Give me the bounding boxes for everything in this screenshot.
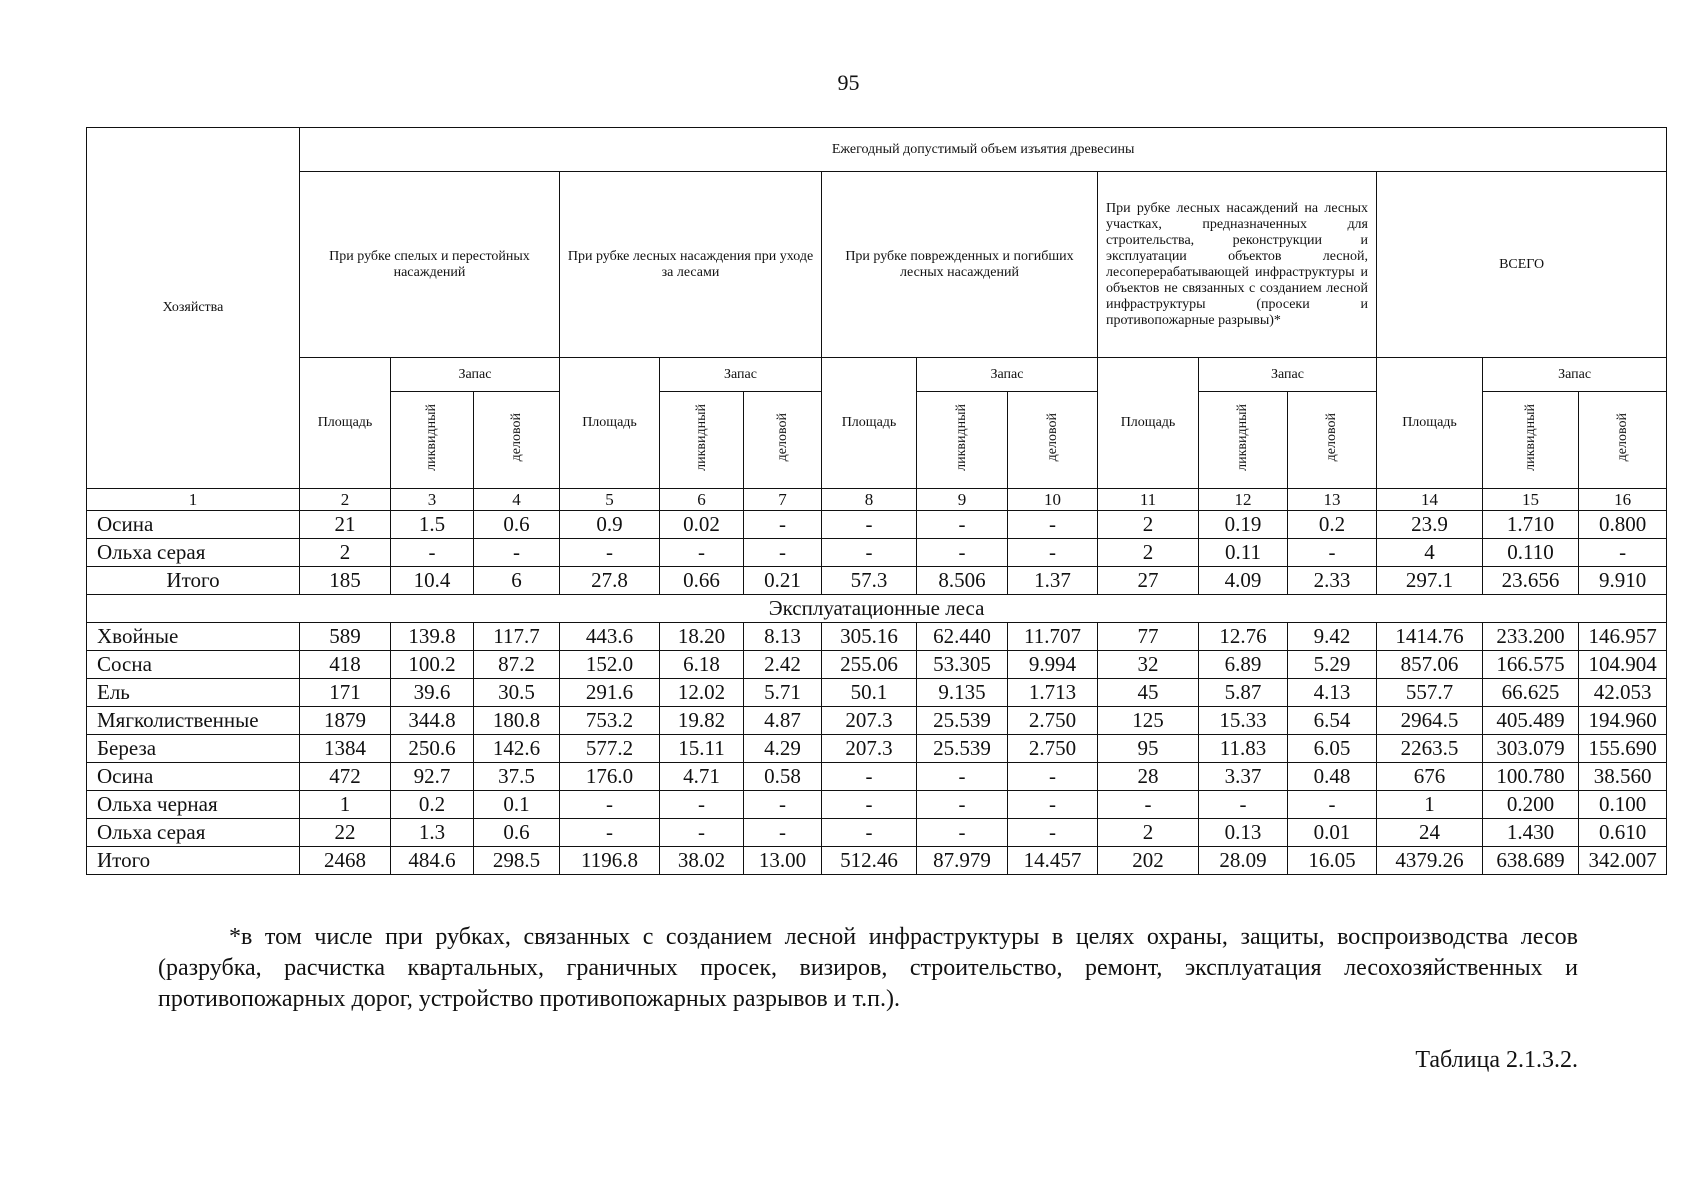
table-cell: 305.16 (822, 623, 917, 651)
table-cell: - (1579, 539, 1667, 567)
table-cell: 0.800 (1579, 511, 1667, 539)
table-cell: 6.54 (1288, 707, 1377, 735)
row-name-cell: Береза (87, 735, 300, 763)
table-cell: 100.2 (391, 651, 474, 679)
table-cell: - (917, 819, 1008, 847)
table-cell: - (660, 819, 744, 847)
table-row (87, 791, 1667, 819)
table-cell: - (560, 819, 660, 847)
table-cell: 87.979 (917, 847, 1008, 875)
column-number-cell: 16 (1579, 489, 1667, 511)
header-area: Площадь (822, 358, 917, 489)
table-cell: 1 (1377, 791, 1483, 819)
table-cell: 2 (1098, 511, 1199, 539)
section-title: Эксплуатационные леса (87, 595, 1667, 623)
table-cell: 25.539 (917, 735, 1008, 763)
table-cell: 21 (300, 511, 391, 539)
table-cell: - (744, 539, 822, 567)
table-cell: 5.71 (744, 679, 822, 707)
header-liquid: ликвидный (424, 404, 439, 471)
table-cell: 589 (300, 623, 391, 651)
table-cell: 0.11 (1199, 539, 1288, 567)
column-number-cell: 8 (822, 489, 917, 511)
table-cell: 342.007 (1579, 847, 1667, 875)
table-cell: - (660, 791, 744, 819)
table-cell: 125 (1098, 707, 1199, 735)
table-cell: 6 (474, 567, 560, 595)
table-cell: 18.20 (660, 623, 744, 651)
table-row (87, 651, 1667, 679)
table-cell: 92.7 (391, 763, 474, 791)
table-cell: - (917, 791, 1008, 819)
table-cell: 0.66 (660, 567, 744, 595)
header-commercial: деловой (774, 413, 790, 462)
table-cell: 12.02 (660, 679, 744, 707)
table-cell: 753.2 (560, 707, 660, 735)
table-cell: 152.0 (560, 651, 660, 679)
table-cell: - (560, 791, 660, 819)
table-cell: - (660, 539, 744, 567)
table-cell: 9.910 (1579, 567, 1667, 595)
table-cell: 233.200 (1483, 623, 1579, 651)
column-number-cell: 7 (744, 489, 822, 511)
header-group-damaged: При рубке поврежденных и погибших лесных насаждений (822, 172, 1098, 358)
table-cell: - (1008, 819, 1098, 847)
table-cell: 4.09 (1199, 567, 1288, 595)
header-liquid: ликвидный (1522, 404, 1538, 471)
header-group-mature: При рубке спелых и перестойных насаждений (300, 172, 560, 358)
row-name-cell: Итого (87, 567, 300, 595)
table-cell: 4.13 (1288, 679, 1377, 707)
table-cell: - (1008, 763, 1098, 791)
table-cell: 37.5 (474, 763, 560, 791)
table-cell: 13.00 (744, 847, 822, 875)
table-cell: - (822, 819, 917, 847)
table-cell: 0.6 (474, 511, 560, 539)
table-cell: 4379.26 (1377, 847, 1483, 875)
table-cell: 2 (1098, 819, 1199, 847)
table-row (87, 511, 1667, 539)
table-cell: 1414.76 (1377, 623, 1483, 651)
column-number-cell: 1 (87, 489, 300, 511)
header-commercial: деловой (1044, 413, 1060, 462)
table-cell: 4 (1377, 539, 1483, 567)
table-cell: 25.539 (917, 707, 1008, 735)
table-row (87, 623, 1667, 651)
table-cell: 9.994 (1008, 651, 1098, 679)
row-name-cell: Ольха серая (87, 539, 300, 567)
table-cell: - (917, 763, 1008, 791)
table-cell: 6.18 (660, 651, 744, 679)
table-cell: 255.06 (822, 651, 917, 679)
table-cell: 2.42 (744, 651, 822, 679)
table-cell: 344.8 (391, 707, 474, 735)
table-caption: Таблица 2.1.3.2. (1415, 1047, 1578, 1073)
table-cell: 77 (1098, 623, 1199, 651)
table-cell: 146.957 (1579, 623, 1667, 651)
table-cell: 1.713 (1008, 679, 1098, 707)
table-row (87, 819, 1667, 847)
table-cell: 1.3 (391, 819, 474, 847)
table-cell: 8.506 (917, 567, 1008, 595)
table-cell: 1.37 (1008, 567, 1098, 595)
table-cell: 185 (300, 567, 391, 595)
table-cell: 66.625 (1483, 679, 1579, 707)
table-cell: 0.200 (1483, 791, 1579, 819)
table-cell: 484.6 (391, 847, 474, 875)
table-row (87, 539, 1667, 567)
column-number-cell: 2 (300, 489, 391, 511)
table-cell: 27.8 (560, 567, 660, 595)
table-cell: 2.33 (1288, 567, 1377, 595)
table-cell: 512.46 (822, 847, 917, 875)
table-cell: 139.8 (391, 623, 474, 651)
table-cell: 24 (1377, 819, 1483, 847)
table-cell: - (1008, 791, 1098, 819)
table-cell: 418 (300, 651, 391, 679)
table-cell: 11.707 (1008, 623, 1098, 651)
footnote: *в том числе при рубках, связанных с созданием лесной инфраструктуры в целях охраны, защиты, воспроизводства лесов (разрубка, расчистка квартальных, граничных просек, визиров, строительство, ремонт, эксплуатация лесохозяйственных и противопожарных дорог, устройство противопожарных разрывов и т.п.). (158, 924, 1578, 1012)
table-cell: 0.9 (560, 511, 660, 539)
table-cell: 171 (300, 679, 391, 707)
table-cell: 15.11 (660, 735, 744, 763)
table-cell: 32 (1098, 651, 1199, 679)
table-cell: 4.87 (744, 707, 822, 735)
table-cell: 104.904 (1579, 651, 1667, 679)
table-cell: 87.2 (474, 651, 560, 679)
row-name-cell: Сосна (87, 651, 300, 679)
row-name-cell: Итого (87, 847, 300, 875)
header-farms: Хозяйства (87, 128, 300, 489)
table-cell: - (1199, 791, 1288, 819)
header-commercial: деловой (1614, 413, 1630, 462)
table-cell: 0.19 (1199, 511, 1288, 539)
table-row (87, 763, 1667, 791)
header-liquid: ликвидный (693, 404, 709, 471)
table-cell: 0.13 (1199, 819, 1288, 847)
table-cell: - (744, 819, 822, 847)
table-cell: 6.05 (1288, 735, 1377, 763)
header-commercial: деловой (1324, 413, 1339, 462)
header-stock: Запас (917, 358, 1098, 392)
column-number-cell: 10 (1008, 489, 1098, 511)
header-area: Площадь (1098, 358, 1199, 489)
header-liquid: ликвидный (954, 404, 969, 471)
table-cell: 0.21 (744, 567, 822, 595)
table-cell: 6.89 (1199, 651, 1288, 679)
table-cell: 4.29 (744, 735, 822, 763)
table-cell: 207.3 (822, 707, 917, 735)
table-cell: - (822, 511, 917, 539)
table-cell: 2964.5 (1377, 707, 1483, 735)
table-cell: 2 (300, 539, 391, 567)
column-number-cell: 14 (1377, 489, 1483, 511)
page-number: 95 (837, 70, 860, 95)
table-cell: 0.6 (474, 819, 560, 847)
table-cell: 405.489 (1483, 707, 1579, 735)
table-cell: 0.48 (1288, 763, 1377, 791)
table-cell: 676 (1377, 763, 1483, 791)
table-cell: 117.7 (474, 623, 560, 651)
table-cell: - (474, 539, 560, 567)
table-cell: 38.02 (660, 847, 744, 875)
table-cell: 100.780 (1483, 763, 1579, 791)
column-number-cell: 3 (391, 489, 474, 511)
table-row (87, 847, 1667, 875)
table-cell: - (560, 539, 660, 567)
table-cell: 0.610 (1579, 819, 1667, 847)
table-cell: 297.1 (1377, 567, 1483, 595)
table-cell: - (822, 539, 917, 567)
table-cell: 0.02 (660, 511, 744, 539)
table-cell: 1.5 (391, 511, 474, 539)
table-cell: 10.4 (391, 567, 474, 595)
table-cell: 42.053 (1579, 679, 1667, 707)
forest-harvest-table (86, 127, 1667, 875)
table-cell: - (917, 511, 1008, 539)
column-number-cell: 12 (1199, 489, 1288, 511)
column-number-cell: 4 (474, 489, 560, 511)
header-group-thinning: При рубке лесных насаждения при уходе за лесами (560, 172, 822, 358)
table-row (87, 707, 1667, 735)
table-cell: 202 (1098, 847, 1199, 875)
table-cell: 14.457 (1008, 847, 1098, 875)
table-cell: - (744, 511, 822, 539)
table-cell: 28 (1098, 763, 1199, 791)
table-cell: 577.2 (560, 735, 660, 763)
table-cell: 303.079 (1483, 735, 1579, 763)
table-cell: - (1098, 791, 1199, 819)
table-cell: 0.01 (1288, 819, 1377, 847)
row-name-cell: Ель (87, 679, 300, 707)
table-cell: 38.560 (1579, 763, 1667, 791)
table-body (87, 489, 1667, 875)
table-cell: 1384 (300, 735, 391, 763)
table-cell: - (1288, 539, 1377, 567)
table-cell: 298.5 (474, 847, 560, 875)
table-cell: 443.6 (560, 623, 660, 651)
table-cell: 472 (300, 763, 391, 791)
table-cell: 5.87 (1199, 679, 1288, 707)
row-name-cell: Осина (87, 511, 300, 539)
header-stock: Запас (1483, 358, 1667, 392)
table-cell: 291.6 (560, 679, 660, 707)
table-cell: 0.110 (1483, 539, 1579, 567)
table-cell: 0.100 (1579, 791, 1667, 819)
table-cell: 2 (1098, 539, 1199, 567)
table-cell: 0.2 (1288, 511, 1377, 539)
table-cell: 857.06 (1377, 651, 1483, 679)
table-cell: 28.09 (1199, 847, 1288, 875)
column-number-cell: 6 (660, 489, 744, 511)
table-cell: 23.9 (1377, 511, 1483, 539)
table-cell: 23.656 (1483, 567, 1579, 595)
table-cell: 57.3 (822, 567, 917, 595)
header-area: Площадь (560, 358, 660, 489)
header-commercial: деловой (508, 413, 524, 462)
header-liquid: ликвидный (1235, 404, 1250, 471)
table-cell: 39.6 (391, 679, 474, 707)
header-stock: Запас (391, 358, 560, 392)
table-cell: 1196.8 (560, 847, 660, 875)
table-cell: 50.1 (822, 679, 917, 707)
header-stock: Запас (660, 358, 822, 392)
table-cell: 62.440 (917, 623, 1008, 651)
table-cell: 1879 (300, 707, 391, 735)
table-cell: 2.750 (1008, 735, 1098, 763)
table-cell: 5.29 (1288, 651, 1377, 679)
table-cell: 19.82 (660, 707, 744, 735)
table-cell: 95 (1098, 735, 1199, 763)
table-cell: 8.13 (744, 623, 822, 651)
table-cell: - (822, 763, 917, 791)
row-name-cell: Ольха черная (87, 791, 300, 819)
table-cell: 9.135 (917, 679, 1008, 707)
table-cell: 53.305 (917, 651, 1008, 679)
section-row (87, 595, 1667, 623)
column-numbers-row (87, 489, 1667, 511)
table-cell: 0.2 (391, 791, 474, 819)
column-number-cell: 9 (917, 489, 1008, 511)
header-group-infrastructure: При рубке лесных насаждений на лесных участках, предназначенных для строительства, реконструкции и эксплуатации объектов лесной, лесоперерабатывающей инфраструктуры и объектов не связанных с созданием лесной инфраструктуры (просеки и противопожарные разрывы)* (1098, 172, 1377, 358)
table-cell: 16.05 (1288, 847, 1377, 875)
table-cell: 638.689 (1483, 847, 1579, 875)
header-area: Площадь (1377, 358, 1483, 489)
table-cell: - (744, 791, 822, 819)
column-number-cell: 15 (1483, 489, 1579, 511)
table-cell: 166.575 (1483, 651, 1579, 679)
table-cell: 9.42 (1288, 623, 1377, 651)
table-cell: 176.0 (560, 763, 660, 791)
table-cell: 194.960 (1579, 707, 1667, 735)
table-row (87, 735, 1667, 763)
header-group-total: ВСЕГО (1377, 172, 1667, 358)
column-number-cell: 11 (1098, 489, 1199, 511)
row-name-cell: Мягколиственные (87, 707, 300, 735)
table-row (87, 679, 1667, 707)
table-cell: 557.7 (1377, 679, 1483, 707)
table-cell: 155.690 (1579, 735, 1667, 763)
table-cell: 12.76 (1199, 623, 1288, 651)
table-cell: - (391, 539, 474, 567)
table-cell: 1.710 (1483, 511, 1579, 539)
table-cell: 11.83 (1199, 735, 1288, 763)
table-cell: 1 (300, 791, 391, 819)
table-row (87, 567, 1667, 595)
table-cell: - (1008, 539, 1098, 567)
table-cell: - (1008, 511, 1098, 539)
column-number-cell: 13 (1288, 489, 1377, 511)
table-cell: 2468 (300, 847, 391, 875)
table-cell: 27 (1098, 567, 1199, 595)
table-cell: 4.71 (660, 763, 744, 791)
table-cell: 3.37 (1199, 763, 1288, 791)
table-cell: 0.1 (474, 791, 560, 819)
header-stock: Запас (1199, 358, 1377, 392)
table-cell: 2263.5 (1377, 735, 1483, 763)
table-cell: 180.8 (474, 707, 560, 735)
table-cell: 2.750 (1008, 707, 1098, 735)
header-area: Площадь (300, 358, 391, 489)
table-cell: - (1288, 791, 1377, 819)
row-name-cell: Хвойные (87, 623, 300, 651)
table-cell: - (822, 791, 917, 819)
table-cell: 1.430 (1483, 819, 1579, 847)
table-cell: 30.5 (474, 679, 560, 707)
column-number-cell: 5 (560, 489, 660, 511)
table-cell: 15.33 (1199, 707, 1288, 735)
header-annual-volume: Ежегодный допустимый объем изъятия древесины (300, 128, 1667, 172)
row-name-cell: Ольха серая (87, 819, 300, 847)
table-cell: 22 (300, 819, 391, 847)
table-cell: - (917, 539, 1008, 567)
table-cell: 207.3 (822, 735, 917, 763)
table-cell: 45 (1098, 679, 1199, 707)
table-cell: 250.6 (391, 735, 474, 763)
table-cell: 0.58 (744, 763, 822, 791)
table-cell: 142.6 (474, 735, 560, 763)
row-name-cell: Осина (87, 763, 300, 791)
